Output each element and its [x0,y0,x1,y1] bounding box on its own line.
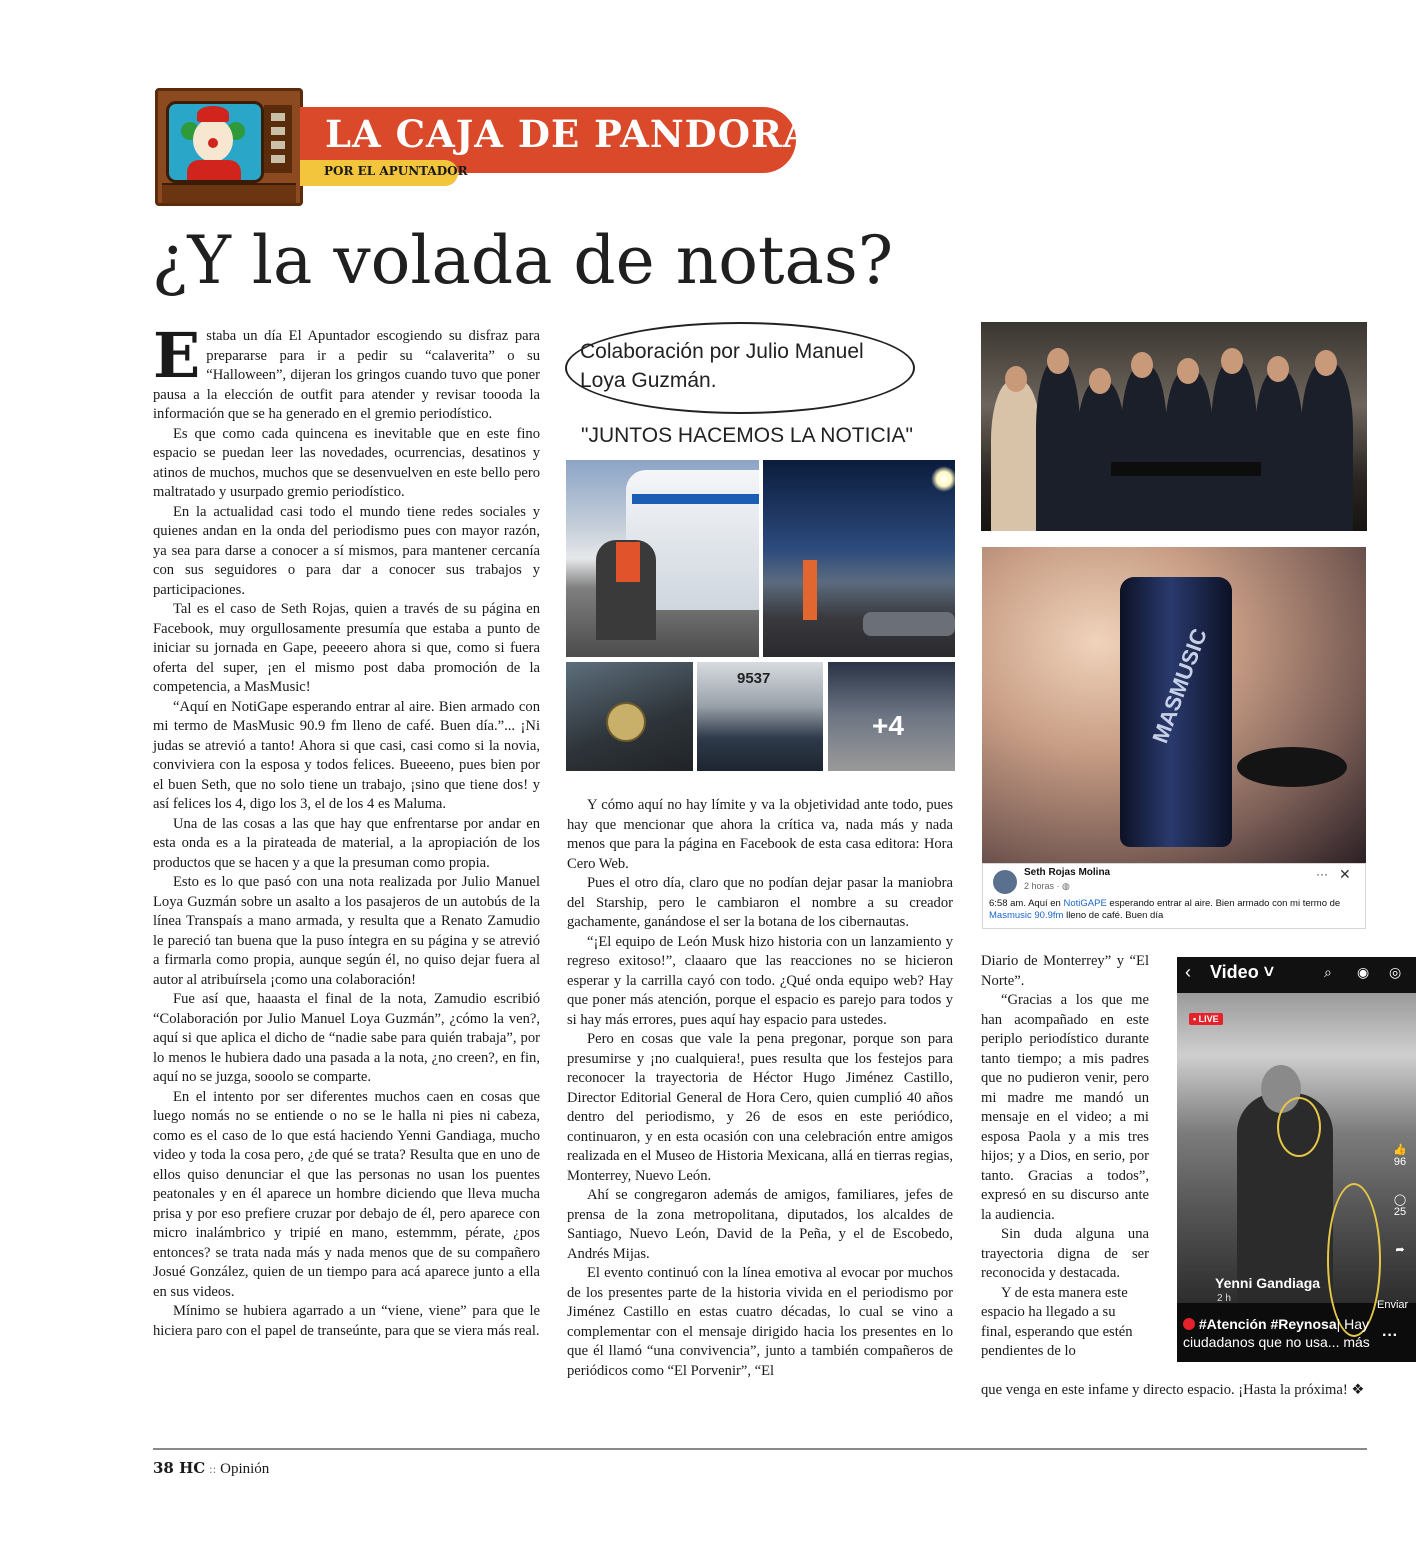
paragraph: “Aquí en NotiGape esperando entrar al aire. Bien armado con mi termo de MasMusic 90.9 fm lleno de café. Buen día.”... ¡Ni judas se atrevió a tanto! Ahora si que casi, casi como si la novia, conviviera con la esposa y todos felices. Bueeeno, pues bien por el buen Seth, que no solo tiene un trabajo, ¡sino que tiene dos! y así felices los 4, digo los 3, el de los 4 es Maluma. [153,698,540,812]
live-badge: • LIVE [1189,1013,1223,1025]
headline: ¿Y la volada de notas? [152,222,894,299]
like-count: 96 [1393,1156,1407,1168]
post-message: 6:58 am. Aquí en NotiGAPE esperando entrar al aire. Bien armado con mi termo de Masmusic 90.9fm lleno de café. Buen día [989,898,1341,921]
paragraph: Sin duda alguna una trayectoria digna de ser reconocida y destacada. [981,1226,1149,1281]
column-1 [153,319,540,1341]
paragraph: Y de esta manera este espacio ha llegado a su final, esperando que estén pendientes de lo [981,1284,1133,1359]
camera-icon: ◉ [1357,964,1370,980]
profile-icon: ◎ [1389,964,1402,980]
collab-text: Colaboración por Julio Manuel Loya Guzmán. [580,340,864,392]
photo-bus-more [828,662,955,771]
footer [153,1459,269,1478]
paragraph: “¡El equipo de León Musk hizo historia con un lanzamiento y regreso exitoso!”, claaaro que las reacciones no se hicieron esperar y la carrilla cayó con todo. ¿Qué onda equipo web? Hay que poner más atención, porque el espacio es parejo para todos y si hay más errores, pues aquí hay espacio para ustedes. [567,933,953,1028]
column-3 [981,952,1149,1362]
phone-video-screenshot [1177,957,1416,1362]
footer-rule [153,1448,1367,1450]
paragraph: En la actualidad casi todo el mundo tiene redes sociales y quienes andan en la onda del periodismo pues con mayor razón, ya sea para darse a conocer a sí mismos, para mantener cercanía con sus seguidores o para dar a conocer sus trabajos y participaciones. [153,503,540,598]
paragraph: Mínimo se hubiera agarrado a un “viene, viene” para que le hiciera paro con el papel de transeúnte, para que se viera más real. [153,1303,540,1339]
video-caption: #Atención #Reynosa| Hay ciudadanos que no usa... más [1183,1316,1370,1350]
photo-tumbler [982,547,1366,863]
more-options-icon: ··· [1316,867,1328,881]
photo-bus-passengers [566,460,759,657]
video-user-name: Yenni Gandiaga [1215,1275,1321,1291]
red-circle-icon [1183,1318,1195,1330]
paragraph: Ahí se congregaron además de amigos, familiares, jefes de prensa de la zona metropolitana, diputados, los alcaldes de Santiago, Nuevo León, David de la Peña, y el de Escobedo, Andrés Mijas. [567,1187,953,1262]
paragraph: Estaba un día El Apuntador escogiendo su disfraz para prepararse para ir a pedir su “calaverita” o su “Halloween”, dijeran los gringos cuando tuvo que poner pausa a la elección de outfit para atender y revisar toooda la información que se ha generado en el gremio periodístico. [153,319,540,422]
paragraph: El evento continuó con la línea emotiva al evocar por muchos de los presentes parte de la historia vivida en el periodismo por Jiménez Castillo en estas cuatro décadas, lo cual se vino a complementar con el mensaje dirigido hacia los presentes en lo que él llamó “una convivencia”, junto a también compañeros de periódicos como “El Porvenir”, “El [567,1265,953,1379]
back-icon: ‹ [1185,962,1191,982]
paragraph: Pero en cosas que vale la pena pregonar, porque son para presumirse y ¡no cualquiera!, pues resulta que los festejos para reconocer la trayectoria de Héctor Hugo Jiménez Castillo, Director Editorial General de Hora Cero, quien cumplió 40 años dentro del periodismo, y 26 de esos en este periódico, continuaron, y en esta ocasión con una celebración entre amigos realizada en el Museo de Historia Mexicana, allá en tierras regias, Monterrey, Nuevo León. [567,1031,953,1184]
highlight-circle [1277,1097,1321,1157]
more-photos-count: +4 [872,710,904,741]
post-time: 2 horas · ◍ [1024,881,1070,891]
search-icon: ⌕ [1324,964,1332,980]
photo-night-parking [763,460,955,657]
section-name: Opinión [220,1461,270,1477]
slogan: "JUNTOS HACEMOS LA NOTICIA" [581,424,913,447]
video-time: 2 h [1217,1293,1231,1304]
photo-group-celebration [981,322,1367,531]
comment-icon: ◯ [1393,1194,1407,1206]
paragraph: En el intento por ser diferentes muchos caen en cosas que luego nomás no se entiende o no se le halla ni pies ni cabeza, como es el caso de lo que está haciendo Yenni Gandiaga, mucho video y toda la cosa pero, ¿de qué se trata? Resulta que en uno de ellos quiso denunciar el que las personas no usan los puentes peatonales y en él aparece un hombre diciendo que lleva mucha prisa y por eso prefiere cruzar por debajo de él, pero aparece con micro inalámbrico y tripié en mano, estemmm, pérate, ¿pos entonces? se trata nada más y nada menos que de su compañero Josué González, quien de un tiempo para acá aparece junto a ella en sus videos. [153,1088,540,1300]
paragraph: Y cómo aquí no hay límite y va la objetividad ante todo, pues hay que mencionar que ahora la crítica va, nada más y nada menos que para la página en Facebook de esta casa editora: Hora Cero Web. [567,797,953,872]
paragraph: Fue así que, haaasta el final de la nota, Zamudio escribió “Colaboración por Julio Manuel Loya Guzmán”, ¿cómo la ven?, aquí si que aplica el dicho de “nadie sabe para quién trabaja”, por lo menos le hubiera dado una pasada a la nota, ¿no creen?, en fin, aquí no se juzga, sooolo se comparte. [153,991,540,1085]
paragraph: Es que como cada quincena es inevitable que en este fino espacio se puedan leer las novedades, ocurrencias, desatinos y atinos de muchos, muchos que se desenvuelven en este bello pero maltratado y usurpado gremio periodístico. [153,425,540,500]
column-3-end [981,1381,1367,1401]
more-options-icon: ··· [1382,1327,1398,1344]
highlight-circle [1327,1183,1381,1337]
paragraph: “Gracias a los que me han acompañado en este periplo periodístico durante tanto tiempo; a mis padres que no pudieron venir, pero mi madre me mandó un mensaje en el video; a mi esposa Paola y a mis tres hijos; y a Dios, en serio, por tanto. Gracias a todos”, expresó en su discurso ante la audiencia. [981,992,1149,1223]
share-icon: ➦ [1395,1244,1405,1256]
byline: POR EL APUNTADOR [324,164,468,178]
paragraph: Diario de Monterrey” y “El Norte”. [981,953,1149,989]
tumbler-logo: MASMUSIC [1147,625,1212,747]
paragraph: Tal es el caso de Seth Rojas, quien a través de su página en Facebook, muy orgullosamente presumía que estaba a punto de iniciar su jornada en Gape, peeeero ahora si que, como si fuera oferta del super, ¡en el mismo post daba promoción de la competencia, a MasMusic! [153,601,540,695]
globe-icon: ◍ [1062,881,1070,891]
video-frame [1177,993,1416,1303]
post-author: Seth Rojas Molina [1024,867,1111,878]
clown-tv-icon [155,88,303,206]
page-number: 38 HC [153,1459,206,1477]
bus-number: 9537 [737,670,771,687]
section-title: LA CAJA DE PANDORA [325,112,813,156]
comment-count: 25 [1393,1206,1407,1218]
column-2 [567,796,953,1381]
send-label: Enviar [1377,1299,1409,1311]
photo-bus-interior [697,662,823,771]
drop-cap: E [153,319,201,392]
video-title: Video ˅ [1210,962,1275,982]
close-icon: ✕ [1339,866,1351,882]
seal-icon [606,702,646,742]
photo-engine [566,662,693,771]
avatar [993,870,1017,894]
paragraph: Una de las cosas a las que hay que enfrentarse por andar en esta onda es a la pirateada de material, a la apropiación de los productos que se hacen y a que la presuman como propia. [153,815,540,871]
paragraph: Pues el otro día, claro que no podían dejar pasar la maniobra del Starship, pero le cambiaron el nombre a su creador gachamente, ganándose el ser la botana de los cibernautas. [567,875,953,930]
fb-post-card [982,863,1366,929]
paragraph: Esto es lo que pasó con una nota realizada por Julio Manuel Loya Guzmán sobre un asalto a los pasajeros de un autobús de la línea Transpaís a mano armada, y resulta que a Renato Zamudio le pareció tan buena que la puso íntegra en su página y se atrevió a firmarla como propia, aunque según él, no quiso dejar fuera al autor al atribuírsela ¡como una colaboración! [153,874,540,988]
paragraph: que venga en este infame y directo espacio. ¡Hasta la próxima! ❖ [981,1382,1365,1398]
separator: :: [208,1463,217,1476]
like-icon: 👍 [1393,1144,1407,1156]
